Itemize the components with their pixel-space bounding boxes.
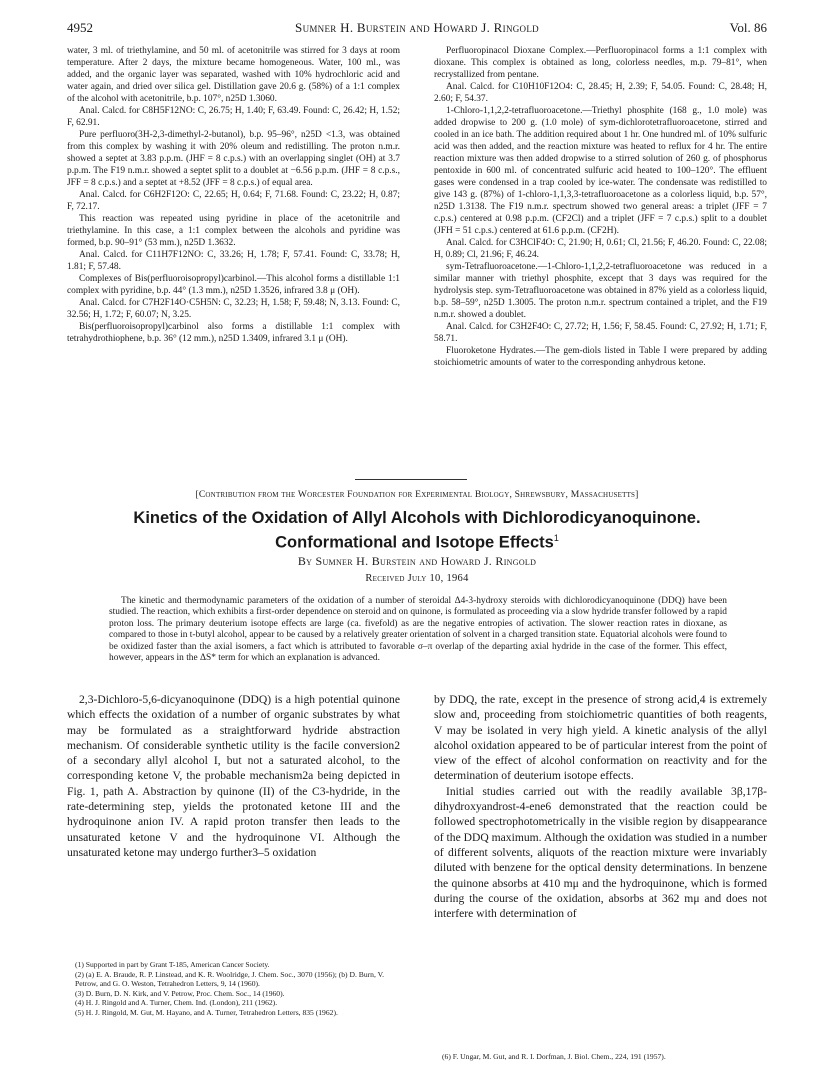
page-number: 4952 — [67, 20, 93, 35]
footnote: (6) F. Ungar, M. Gut, and R. I. Dorfman, J. Biol. Chem., 224, 191 (1957). — [442, 1052, 666, 1061]
abstract — [109, 596, 727, 664]
previous-article-left-column — [67, 45, 400, 345]
section-paragraph: Fluoroketone Hydrates.—The gem-diols listed in Table I were prepared by adding stoichiometric amounts of water to the corresponding anhydrous ketone. — [434, 346, 767, 368]
analysis-paragraph: Anal. Calcd. for C6H2F12O: C, 22.65; H, 0.64; F, 71.68. Found: C, 23.22; H, 0.87; F, 72.17. — [67, 190, 400, 212]
footnote: (2) (a) E. A. Braude, R. P. Linstead, and K. R. Woolridge, J. Chem. Soc., 3070 (1956); (b) D. Burn, V. Petrow, and G. O. Weston, Tetrahedron Letters, 9, 14 (1960). — [75, 969, 385, 989]
section-paragraph: Perfluoropinacol Dioxane Complex.—Perfluoropinacol forms a 1:1 complex with dioxane. This complex is obtained as long, colorless needles, m.p. 79–81°, when recrystallized from pentane. — [434, 46, 767, 80]
article-title-line-2 — [67, 528, 767, 553]
running-head-authors: Sumner H. Burstein and Howard J. Ringold — [295, 20, 539, 35]
body-right-column — [434, 692, 767, 921]
footnote: (4) H. J. Ringold and A. Turner, Chem. Ind. (London), 211 (1962). — [75, 998, 278, 1008]
paragraph: water, 3 ml. of triethylamine, and 50 ml. of acetonitrile was stirred for 3 days at room temperature. After 2 days, the mixture became homogeneous. Water, 100 ml., was added, and the organic layer was separated, washed with 10% hydrochloric acid and water again, and dried over silica gel. Distillation gave 20.6 g. (58%) of a 1:1 complex of the alcohol with acetonitrile, b.p. 107°, n25D 1.3060. — [67, 46, 400, 104]
body-left-column — [67, 692, 400, 860]
contribution-line: [Contribution from the Worcester Foundation for Experimental Biology, Shrewsbury, Massachusetts] — [195, 489, 639, 500]
section-paragraph: 1-Chloro-1,1,2,2-tetrafluoroacetone.—Triethyl phosphite (168 g., 1.0 mole) was added dropwise to 200 g. (1.0 mole) of sym-dichlorotetrafluoroacetone, stirred and cooled in an ice bath. The addition required about 1 hr. One hundred ml. of 10% sulfuric acid was then added, and the reaction mixture was heated to reflux for 4 hr. The entire reaction mixture was then added dropwise to a stirred solution of 260 g. of phosphorus pentoxide in 600 ml. of concentrated sulfuric acid heated to 100–120°. The effluent gases were condensed in a trap cooled by ice-water. The condensate was redistilled to give 143 g. (87%) of 1-chloro-1,1,3,3-tetrafluoroacetone as a colorless liquid, b.p. 57°, n25D 1.3138. The F19 n.m.r. spectrum showed two general areas: a triplet (JFF = 7 c.p.s.) centered at 0.98 p.p.m. (CF2Cl) and a triplet (JFF = 7 c.p.s.) split to a doublet (JFH = 51 c.p.s.) centered at 61.6 p.p.m. (CF2H). — [434, 106, 767, 236]
body-paragraph: by DDQ, the rate, except in the presence of strong acid,4 is extremely slow and, proceeding from stoichiometric quantities of both reagents, V may be isolated in very high yield. A kinetic analysis of the allyl alcohol oxidation appeared to be of particular interest from the point of view of the effect of alcohol conformation on reactivity and for the determination of deuterium isotope effects. — [434, 693, 767, 783]
analysis-paragraph: Anal. Calcd. for C3HClF4O: C, 21.90; H, 0.61; Cl, 21.56; F, 46.20. Found: C, 22.08; H, 0.89; Cl, 21.96; F, 46.24. — [434, 238, 767, 260]
analysis-paragraph: Anal. Calcd. for C3H2F4O: C, 27.72; H, 1.56; F, 58.45. Found: C, 27.92; H, 1.71; F, 58.71. — [434, 322, 767, 344]
article-title-text: Conformational and Isotope Effects — [275, 533, 554, 552]
running-head — [67, 20, 767, 38]
paragraph: Bis(perfluoroisopropyl)carbinol also forms a distillable 1:1 complex with tetrahydrothiophene, b.p. 36° (12 mm.), n25D 1.3409, infrared 3.1 μ (OH). — [67, 322, 400, 344]
footnote: (3) D. Burn, D. N. Kirk, and V. Petrow, Proc. Chem. Soc., 14 (1960). — [75, 988, 285, 998]
body-paragraph: Initial studies carried out with the readily available 3β,17β-dihydroxyandrost-4-ene6 demonstrated that the reaction could be followed spectrophotometrically in the visible region by disappearance of the DDQ maximum. Although the oxidation was studied in a number of different solvents, aliquots of the reaction mixture were invariably diluted with benzene for the optical density determinations. In benzene the quinone absorbs at 410 mμ and the hydroquinone, which is formed during the course of the oxidation, absorbs at 362 mμ and does not interfere with determination of — [434, 784, 767, 921]
analysis-paragraph: Anal. Calcd. for C10H10F12O4: C, 28.45; H, 2.39; F, 54.05. Found: C, 28.48; H, 2.60; F, 54.37. — [434, 82, 767, 104]
footnote: (1) Supported in part by Grant T-185, American Cancer Society. — [75, 960, 270, 969]
footnote: (5) H. J. Ringold, M. Gut, M. Hayano, and A. Turner, Tetrahedron Letters, 835 (1962). — [75, 1007, 338, 1017]
footnotes-left — [67, 960, 400, 1018]
body-paragraph: 2,3-Dichloro-5,6-dicyanoquinone (DDQ) is a high potential quinone which effects the oxidation of a number of organic substrates by what may be formulated as a straightforward hydride abstraction mechanism. Of considerable synthetic utility is the facile conversion2 of a secondary allyl alcohol I, but not a saturated alcohol, to the corresponding ketone V, the probable mechanism2a being depicted in Fig. 1, path A. Abstraction by quinone (II) of the C3-hydride, in the rate-determining step, yields the protonated ketone III and the hydroquinone anion IV. A rapid proton transfer then leads to the unsaturated ketone V and the hydroquinone VI. Although the unsaturated ketone may undergo further3–5 oxidation — [67, 693, 400, 859]
volume-number: Vol. 86 — [729, 20, 767, 35]
article-separator-rule — [355, 479, 467, 480]
analysis-paragraph: Anal. Calcd. for C7H2F14O·C5H5N: C, 32.23; H, 1.58; F, 59.48; N, 3.13. Found: C, 32.56; H, 1.72; F, 60.07; N, 3.25. — [67, 298, 400, 320]
section-paragraph: sym-Tetrafluoroacetone.—1-Chloro-1,1,2,2-tetrafluoroacetone was reduced in a similar manner with triethyl phosphite, except that 3 days was required for the hydrolysis step. sym-Tetrafluoroacetone was obtained in 87% yield as a colorless liquid, b.p. 58–59°, n25D 1.3005. The proton n.m.r. spectrum contained a triplet, and the F19 n.m.r. showed a doublet. — [434, 262, 767, 320]
section-paragraph: Complexes of Bis(perfluoroisopropyl)carbinol.—This alcohol forms a distillable 1:1 complex with pyridine, b.p. 44° (1.3 mm.), n25D 1.3526, infrared 3.8 μ (OH). — [67, 274, 400, 296]
analysis-paragraph: Anal. Calcd. for C8H5F12NO: C, 26.75; H, 1.40; F, 63.49. Found: C, 26.42; H, 1.52; F, 62.91. — [67, 106, 400, 128]
article-title — [67, 508, 767, 553]
analysis-paragraph: Anal. Calcd. for C11H7F12NO: C, 33.26; H, 1.78; F, 57.41. Found: C, 33.78; H, 1.81; F, 57.48. — [67, 250, 400, 272]
received-date: Received July 10, 1964 — [365, 573, 469, 584]
article-title-line-1: Kinetics of the Oxidation of Allyl Alcohols with Dichlorodicyanoquinone. — [133, 509, 701, 527]
paragraph: Pure perfluoro(3H-2,3-dimethyl-2-butanol), b.p. 95–96°, n25D <1.3, was obtained from this complex by washing it with 20% oleum and redistilling. The proton n.m.r. showed a septet at 3.83 p.p.m. (JHF = 8 c.p.s.) with an overlapping singlet (OH) at 3.7 p.p.m. The F19 n.m.r. showed a septet split to a doublet at −6.56 p.p.m. (JHF = 8 c.p.s., JFF = 8 c.p.s.) and a septet at +8.52 (JFF = 8 c.p.s.) of equal area. — [67, 130, 400, 188]
footnotes-right — [434, 1052, 767, 1062]
paragraph: This reaction was repeated using pyridine in place of the acetonitrile and triethylamine. In this case, a 1:1 complex between the alcohols and pyridine was formed, b.p. 90–91° (53 mm.), n25D 1.3632. — [67, 214, 400, 248]
abstract-text: The kinetic and thermodynamic parameters of the oxidation of a number of steroidal Δ4-3-hydroxy steroids with dichlorodicyanoquinone (DDQ) have been studied. The reaction, which exhibits a first-order dependence on steroid and on quinone, is formulated as proceeding via a slow hydride transfer followed by a rapid proton loss. The primary deuterium isotope effects are large (ca. fivefold) as are the negative entropies of activation. The slower reaction rates in dioxane, as compared to those in t-butyl alcohol, appear to be caused by a relatively greater orientation of solvent in a charged transition state. Equatorial alcohols were found to be oxidized faster than the axial isomers, a fact which is attributed to favorable σ–π overlap of the departing axial hydride in the case of the former. This effect, however, appears in the ΔS* term for which an explanation is advanced. — [109, 596, 727, 664]
previous-article-right-column — [434, 45, 767, 369]
byline: By Sumner H. Burstein and Howard J. Ringold — [297, 554, 537, 568]
footnote-marker: 1 — [553, 533, 559, 543]
